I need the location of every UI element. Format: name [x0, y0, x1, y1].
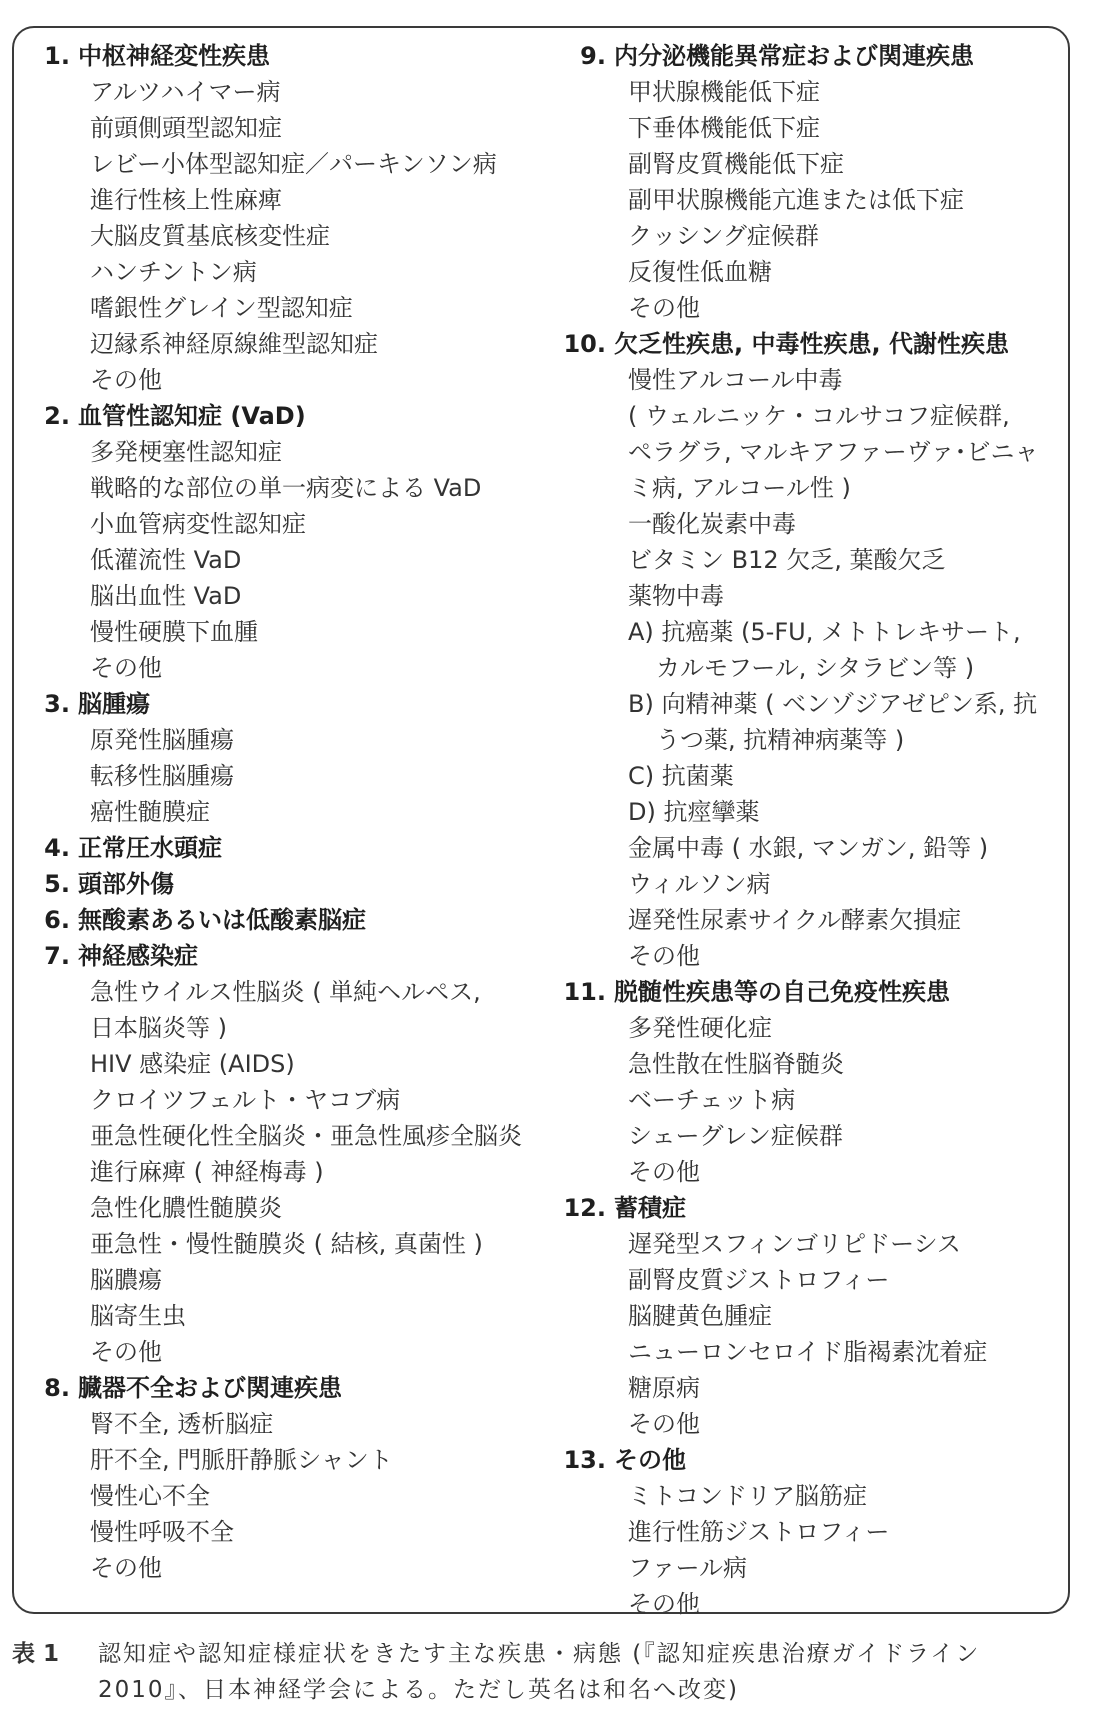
category-number: 11.: [563, 978, 606, 1006]
list-item: 低灌流性 VaD: [90, 546, 242, 574]
category: [30, 866, 550, 902]
category-title: 蓄積症: [614, 1194, 686, 1222]
category-number: 3.: [44, 690, 70, 718]
caption-text: 認知症や認知症様症状をきたす主な疾患・病態 (『認知症疾患治療ガイドライン 2010』、日本神経学会による。ただし英名は和名へ改変): [98, 1641, 981, 1703]
list-item: 薬物中毒: [628, 582, 724, 610]
left-column: [30, 38, 550, 1586]
category-number: 10.: [563, 330, 606, 358]
list-item: その他: [628, 1590, 700, 1618]
category: [30, 686, 550, 830]
list-item: 急性ウイルス性脳炎 ( 単純ヘルペス,: [90, 978, 481, 1006]
list-item: ベーチェット病: [628, 1086, 796, 1114]
list-item: その他: [628, 1410, 700, 1438]
category-title: 脱髄性疾患等の自己免疫性疾患: [614, 978, 950, 1006]
category: [30, 38, 550, 398]
category-heading: [30, 866, 550, 902]
list-item: 一酸化炭素中毒: [628, 510, 796, 538]
list-item: ミ病, アルコール性 ): [628, 474, 851, 502]
list-item: その他: [90, 1554, 162, 1582]
list-item: 戦略的な部位の単一病変による VaD: [90, 474, 482, 502]
list-item: D) 抗痙攣薬: [628, 798, 760, 826]
category-heading: [30, 1370, 550, 1406]
list-item: 金属中毒 ( 水銀, マンガン, 鉛等 ): [628, 834, 989, 862]
caption-label: 表 1: [12, 1641, 60, 1667]
category-heading: [30, 830, 550, 866]
list-item: 慢性硬膜下血腫: [90, 618, 258, 646]
list-item: 甲状腺機能低下症: [628, 78, 820, 106]
category-number: 13.: [563, 1446, 606, 1474]
category-title: 脳腫瘍: [78, 690, 150, 718]
list-item: 小血管病変性認知症: [90, 510, 306, 538]
category-title: 正常圧水頭症: [78, 834, 222, 862]
list-item: 転移性脳腫瘍: [90, 762, 234, 790]
list-item: 腎不全, 透析脳症: [90, 1410, 274, 1438]
list-item: 副腎皮質機能低下症: [628, 150, 844, 178]
list-item: ビタミン B12 欠乏, 葉酸欠乏: [628, 546, 946, 574]
list-item: その他: [90, 654, 162, 682]
list-item: 原発性脳腫瘍: [90, 726, 234, 754]
list-item: 慢性呼吸不全: [90, 1518, 234, 1546]
category-heading: [30, 398, 550, 434]
list-item: カルモフール, シタラビン等 ): [656, 654, 975, 682]
category-title: 内分泌機能異常症および関連疾患: [614, 42, 974, 70]
list-item: 遅発型スフィンゴリピドーシス: [628, 1230, 961, 1258]
list-item: B) 向精神薬 ( ベンゾジアゼピン系, 抗: [628, 690, 1038, 718]
list-item: その他: [628, 1158, 700, 1186]
category-title: 中枢神経変性疾患: [78, 42, 270, 70]
list-item: 下垂体機能低下症: [628, 114, 820, 142]
category: [30, 830, 550, 866]
list-item: 急性化膿性髄膜炎: [90, 1194, 282, 1222]
list-item: クロイツフェルト・ヤコブ病: [90, 1086, 401, 1114]
list-item: その他: [90, 366, 162, 394]
category: [560, 1190, 1060, 1442]
list-item: 急性散在性脳脊髄炎: [628, 1050, 844, 1078]
list-item: 多発梗塞性認知症: [90, 438, 282, 466]
category-heading: [560, 326, 1060, 362]
list-item: その他: [90, 1338, 162, 1366]
list-item: 遅発性尿素サイクル酵素欠損症: [628, 906, 962, 934]
category-title: その他: [614, 1446, 686, 1474]
list-item: 癌性髄膜症: [90, 798, 210, 826]
list-item: うつ薬, 抗精神病薬等 ): [656, 726, 905, 754]
list-item: レビー小体型認知症／パーキンソン病: [90, 150, 497, 178]
category-title: 無酸素あるいは低酸素脳症: [78, 906, 366, 934]
list-item: アルツハイマー病: [90, 78, 281, 106]
table-caption: [12, 1636, 1092, 1708]
list-item: 前頭側頭型認知症: [90, 114, 282, 142]
category-heading: [30, 938, 550, 974]
category: [30, 902, 550, 938]
category: [560, 974, 1060, 1190]
list-item: 肝不全, 門脈肝静脈シャント: [90, 1446, 393, 1474]
category-number: 9.: [580, 42, 606, 70]
list-item: 副腎皮質ジストロフィー: [628, 1266, 890, 1294]
list-item: ( ウェルニッケ・コルサコフ症候群,: [628, 402, 1010, 430]
category: [560, 38, 1060, 326]
list-item: 亜急性硬化性全脳炎・亜急性風疹全脳炎: [90, 1122, 522, 1150]
category-heading: [560, 974, 1060, 1010]
list-item: 脳腱黄色腫症: [628, 1302, 772, 1330]
list-item: クッシング症候群: [628, 222, 819, 250]
list-item: 嗜銀性グレイン型認知症: [90, 294, 353, 322]
category-heading: [560, 38, 1060, 74]
list-item: 進行性筋ジストロフィー: [628, 1518, 890, 1546]
category-number: 5.: [44, 870, 70, 898]
category-title: 欠乏性疾患, 中毒性疾患, 代謝性疾患: [614, 330, 1009, 358]
category-number: 2.: [44, 402, 70, 430]
category-heading: [560, 1190, 1060, 1226]
category-title: 神経感染症: [78, 942, 198, 970]
list-item: シェーグレン症候群: [628, 1122, 843, 1150]
list-item: 糖原病: [628, 1374, 700, 1402]
list-item: ウィルソン病: [628, 870, 771, 898]
list-item: ミトコンドリア脳筋症: [628, 1482, 868, 1510]
category: [30, 398, 550, 686]
category-title: 血管性認知症 (VaD): [78, 402, 306, 430]
right-column: [560, 38, 1060, 1622]
category-number: 6.: [44, 906, 70, 934]
category-heading: [30, 686, 550, 722]
list-item: ファール病: [628, 1554, 748, 1582]
category-title: 臓器不全および関連疾患: [78, 1374, 342, 1402]
category-number: 4.: [44, 834, 70, 862]
list-item: 進行麻痺 ( 神経梅毒 ): [90, 1158, 324, 1186]
category-number: 1.: [44, 42, 70, 70]
list-item: 反復性低血糖: [628, 258, 772, 286]
list-item: 脳出血性 VaD: [90, 582, 242, 610]
list-item: 進行性核上性麻痺: [90, 186, 282, 214]
list-item: 副甲状腺機能亢進または低下症: [628, 186, 964, 214]
list-item: 慢性心不全: [90, 1482, 210, 1510]
category: [30, 938, 550, 1370]
list-item: 大脳皮質基底核変性症: [90, 222, 330, 250]
list-item: ニューロンセロイド脂褐素沈着症: [628, 1338, 988, 1366]
list-item: 慢性アルコール中毒: [628, 366, 843, 394]
list-item: C) 抗菌薬: [628, 762, 734, 790]
category-title: 頭部外傷: [78, 870, 174, 898]
list-item: 多発性硬化症: [628, 1014, 772, 1042]
list-item: 脳寄生虫: [90, 1302, 186, 1330]
category-heading: [30, 902, 550, 938]
list-item: 辺縁系神経原線維型認知症: [90, 330, 378, 358]
list-item: 脳膿瘍: [90, 1266, 162, 1294]
category-number: 12.: [563, 1194, 606, 1222]
disease-table: [12, 26, 1070, 1618]
list-item: その他: [628, 294, 700, 322]
category-number: 7.: [44, 942, 70, 970]
list-item: その他: [628, 942, 700, 970]
list-item: ペラグラ, マルキアファーヴァ･ビニャ: [628, 438, 1039, 466]
list-item: A) 抗癌薬 (5-FU, メトトレキサート,: [628, 618, 1021, 646]
category: [30, 1370, 550, 1586]
category-heading: [30, 38, 550, 74]
list-item: ハンチントン病: [90, 258, 257, 286]
category: [560, 326, 1060, 974]
category: [560, 1442, 1060, 1622]
category-heading: [560, 1442, 1060, 1478]
list-item: 日本脳炎等 ): [90, 1014, 227, 1042]
list-item: 亜急性・慢性髄膜炎 ( 結核, 真菌性 ): [90, 1230, 483, 1258]
category-number: 8.: [44, 1374, 70, 1402]
list-item: HIV 感染症 (AIDS): [90, 1050, 295, 1078]
